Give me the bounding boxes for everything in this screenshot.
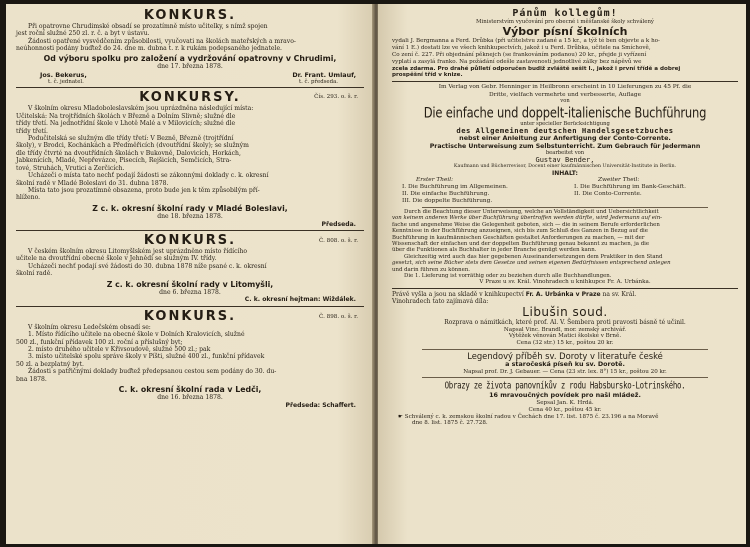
divider: [422, 377, 708, 378]
body-line: školy), v Brodci, Kochánkách a Předměřicích (dvoutřídní školy); se služným: [16, 142, 249, 150]
bookseller-name: Fr. A. Urbánka v Praze: [525, 291, 601, 299]
right-page: [378, 4, 746, 544]
body-line: Žádosti opatřené vysvědčením způsobilosti, vyučovati na školách mateřských a mravo-: [28, 37, 296, 45]
body-line: 3. místo učitelské spolu správe školy v Píšti, služné 400 zl., funkční přídavek: [28, 353, 265, 361]
signature-left-role: t. č. jednatel.: [48, 79, 84, 86]
body-line: Při opatrovne Chrudimské obsadí se prozatímně místo učitelky, s nímž spojen: [28, 23, 268, 30]
reference-number: Č. 898. o. š. r.: [319, 313, 358, 320]
body-line: Wissenschaft der einfachen und der doppelten Buchführung genau bekannt zu machen, ja die: [392, 241, 650, 248]
signature: Předseda: Schaffert.: [285, 401, 356, 409]
konkurs-ledec: [16, 309, 364, 409]
book-title: Die einfache und doppelt-italienische Buchführung: [423, 103, 707, 122]
body-line: Žádosti s patřičnými doklady buďtež předepsanou cestou sem podány do 30. du-: [28, 368, 277, 376]
body-line: Die 1. Lieferung ist vorräthig oder zu beziehen durch alle Buchhandlungen.: [404, 273, 612, 280]
body-line: Místa tato jsou prozatímně obsazena, proto bude jen k těm způsobilým pří-: [28, 186, 260, 194]
left-page: [6, 4, 374, 544]
issuer: Od výboru spolku pro založení a vydržování opatrovny v Chrudimi,: [43, 53, 337, 63]
konkurs-heading: KONKURS.: [143, 8, 237, 23]
body-line: von keinem anderen Werke über Buchführung übertroffen werden dürfte, wird Jedermann auf ein-: [392, 215, 663, 222]
part-heading: Zweiter Theil:: [598, 177, 640, 183]
body-line: Co zení č. 227. Při objednání pěknejch (se frankováním podanou) 20 kr., přejde ji vyřízení: [392, 52, 647, 58]
body-line: učitele na dvoutřídní obecné škole v Jehnědí se služným IV. třídy.: [16, 255, 217, 263]
banner: Pánům kollegům!: [512, 8, 618, 19]
pointing-hand-icon: ☛: [398, 413, 405, 420]
subtitle-line: bearbeitet von: [545, 150, 585, 157]
body-line: Rozprava o námitkách, které prof. Al. V. Šembera proti pravosti básně té učinil.: [444, 319, 686, 327]
body-line: Podučitelská se služným dle třídy třetí: V Bezně, Březně (trojtřídní: [28, 135, 234, 143]
signature: C. k. okresní hejtman: Wiždálek.: [244, 296, 356, 304]
body-line: Výtěžek věnován Matici školské v Brně.: [508, 333, 622, 340]
author: Gustav Bender,: [535, 156, 595, 165]
von-line: von: [560, 98, 570, 104]
body-line: Napsal Vinc. Brandl, mor. zemský archivář.: [503, 326, 627, 333]
approval-line: dne 8. list. 1875 č. 27.728.: [412, 420, 488, 427]
signature-right-role: t. č. předseda.: [298, 79, 338, 86]
divider: [422, 349, 708, 350]
signature-left-name: Jos. Bekerus,: [40, 71, 87, 80]
date: dne 17. března 1878.: [157, 63, 223, 71]
body-line: vydali J. Bergmanna a Ferd. Drůbka (při učitelstvu zadané a 15 kr., a týž té ben objevte a k ho-: [392, 38, 660, 45]
konkurs-litomysl: [16, 233, 364, 304]
body-line: V školním okresu Ledečském obsadí se:: [28, 323, 151, 331]
contents-columns: [392, 177, 738, 205]
konkursy-mlada-boleslav: [16, 90, 364, 228]
publisher-line: Im Verlag von Gebr. Henninger in Heilbronn erscheint in 10 Lieferungen zu 45 Pf. die: [438, 84, 692, 91]
body-line: třídy třetí.: [16, 127, 48, 135]
approval-text: Schválený c. k. zemskou školní radou v Čechách dne 17. list. 1875 č. 23.196 a na Moravě: [404, 413, 659, 420]
body-line: Buchführung in kaufmännischen Geschäften gestaltet Anforderungen zu machen, — mit der: [392, 234, 645, 241]
buchfuehrung-ad: [392, 84, 738, 286]
intro-line-c: na sv. Král.: [602, 291, 637, 299]
body-line: Gleichzeitig wird auch das hier gegebenen Auseinandersetzungen dem Praktiker in den Stand: [404, 253, 663, 260]
subtitle-line: nebst einer Anleitung zur Anfertigung der Conto-Corrente.: [459, 134, 671, 143]
body-line: prospěšní tříd v knize.: [392, 72, 463, 79]
banner-subtitle: Ministerstvím vyučování pro obecné i měšťanské školy schválený: [476, 19, 654, 25]
divider: [16, 87, 364, 88]
edition-line: Dritte, vielfach vermehrte und verbesserte, Auflage: [488, 91, 641, 98]
obrazy-author: Sepsal Jan. K. Hrdá.: [536, 400, 594, 407]
body-line: neúhonnosti podány buďtež do 24. dne m. dubna t. r. k rukám podepsaného jednatele.: [16, 45, 282, 53]
body-line: školní radě.: [16, 270, 53, 278]
konkursy-heading: KONKURSY.: [139, 90, 241, 106]
signature: Předseda.: [321, 220, 356, 228]
contents-item: III. Die doppelte Buchführung.: [402, 198, 493, 204]
body-line: Durch die Beachtung dieser Unterweisung, welche an Vollständigkeit und Uebersichtlichkeit: [404, 209, 659, 215]
intro-line-a: Právě vyšla a jsou na skladě v knihkupectví: [392, 291, 524, 299]
contents-heading: INHALT:: [552, 170, 578, 177]
date: dne 18. března 1878.: [157, 213, 223, 221]
divider: [392, 288, 738, 289]
contents-item: II. Die Conto-Corrente.: [574, 191, 642, 197]
ad-title: Výbor písní školních: [502, 25, 628, 39]
intro-line: Vinohradech tato zajímavá díla:: [392, 298, 489, 306]
libusin-title: Libušin soud.: [522, 305, 608, 320]
vybor-pisni-ad: [392, 8, 738, 79]
divider: [16, 306, 364, 307]
issuer: Z c. k. okresní školní rady v Litomyšli,: [106, 279, 274, 289]
obrazy-subtitle: 16 mravoučných povídek pro naši mládež.: [489, 391, 641, 400]
retailer-line: V Praze u sv. Král. Vinohradech u knihkupce Fr. A. Urbánka.: [479, 279, 651, 286]
price-line: Cena (32 str.) 15 kr., poštou 20 kr.: [516, 340, 614, 347]
divider: [392, 81, 738, 82]
body-line: 2. místo druhého učitele v Křivsoudově, služné 500 zl.; pak: [28, 346, 211, 353]
intro-line: [392, 291, 738, 298]
body-line: vyplatí a zasylá franko. Na požádání odešle zastaveností jednotlivé zálky bez nápěvů we: [392, 58, 642, 65]
body-line: bna 1878.: [16, 375, 47, 383]
body-line: Jabkenicích, Mladé, Nepřevázce, Pisecích, Rejšicích, Semčicích, Stra-: [16, 157, 232, 165]
body-line: Ucházeči o místa tato nechť podají žádosti se zákonnými doklady c. k. okresní: [28, 172, 269, 180]
price-line: Cena 40 kr., poštou 45 kr.: [528, 406, 602, 413]
body-line: vání 1 E.) dostati lze ve všech knihkupectvích, jakož i u Ferd. Drůbka, učitele na Smíchově,: [392, 45, 651, 52]
body-line: Kenntnisse in der Buchführung anzueignen, sich bis zum Schluß des Ganzen in Bezug auf die: [392, 228, 648, 235]
subtitle-line: des Allgemeinen deutschen Handelsgesetzbuches: [456, 125, 674, 135]
legend-details: Napsal prof. Dr. J. Gebauer. — Cena (23 str. lex. 8°) 15 kr., poštou 20 kr.: [463, 368, 667, 375]
body-line: Ucházeči nechť podají své žádosti do 30. dubna 1878 níže psané c. k. okresní: [28, 262, 267, 270]
divider: [422, 207, 708, 208]
body-line: 1. Místo řídícího učitele na obecné škole v Dolních Kralovicích, služné: [28, 331, 245, 339]
konkurs-chrudim: [16, 8, 364, 85]
body-line: fache und angenehme Weise die Gelegenheit geboten, sich — die in seinem Berufe erforderlichen: [392, 221, 660, 228]
date: dne 6. března 1878.: [159, 288, 221, 296]
legend-title: Legendový příběh sv. Doroty v literatuře české: [467, 351, 663, 362]
issuer: Z c. k. okresní školní rady v Mladé Boleslavi,: [92, 203, 288, 213]
body-line: V českém školním okresu Litomyšlském jest uprázdněno místo řídícího: [28, 247, 248, 255]
body-line: gesetzt, sich seine Bücher stets dem Gesetze und seinen eigenen Bedürfnissen entsprechend anlegen: [392, 260, 671, 267]
reference-number: Č. 808. o. š. r.: [319, 237, 358, 244]
body-line: V školním okresu Mladoboleslavském jsou uprázdněna následující místa:: [28, 105, 254, 113]
signature-right-name: Dr. Frant. Umlauf,: [292, 71, 356, 80]
body-line: jest roční služné 250 zl. r. č. a byt v ústavu.: [16, 30, 150, 38]
divider: [16, 230, 364, 231]
contents-item: II. Die einfache Buchführung.: [402, 191, 490, 197]
subtitle-line: unter specieller Berücksichtigung: [520, 120, 610, 127]
body-line: Učitelská: Na trojtřídních školách v Březně a Dolním Slivně; služné dle: [16, 112, 236, 120]
issuer: C. k. okresní školní rada v Ledči,: [118, 385, 262, 395]
subtitle-line: Practische Unterweisung zum Selbstunterricht. Zum Gebrauch für Jedermann: [429, 142, 701, 150]
konkurs-heading: KONKURS.: [143, 232, 237, 248]
konkurs-heading: KONKURS.: [143, 308, 237, 324]
body-line: tové, Struhách, Vrutici a Zerčicích.: [16, 164, 125, 172]
body-line: 50 zl. a bezplatný byt.: [16, 360, 84, 368]
body-line: školní radě v Mladé Boleslavi do 31. dubna 1878.: [16, 179, 169, 187]
legend-subtitle: a staročeská píseň ku sv. Dorotě.: [505, 360, 625, 369]
urbanek-ad: [392, 291, 738, 427]
body-line: třídy třetí. Na jednotřídní škole v Lhotě Malé a v Milovicích; služné dle: [16, 120, 236, 128]
contents-item: I. Die Buchführung im Allgemeinen.: [402, 184, 508, 190]
body-line: über die Funktionen als Buchhalter in jeder Branche genügt werden kann.: [392, 247, 597, 254]
body-line: zcela zdarma. Pro drahé půlletí odporučen budiž zvláště sešit I., jakož i první třídě a dobrej: [392, 65, 681, 72]
body-line: und darin führen zu können.: [392, 266, 471, 273]
part-heading: Erster Theil:: [416, 177, 454, 183]
book-spread: [6, 4, 746, 544]
body-line: dle třídy čtvrté na dvoutřídních školách v Bukovně, Dalovicích, Horkách,: [16, 149, 241, 157]
obrazy-title: Obrazy ze života panovníkův z rodu Habsbursko-Lotrinského.: [444, 379, 686, 392]
contents-item: I. Die Buchführung im Bank-Geschäft.: [574, 184, 686, 190]
body-line: hlíženo.: [16, 194, 41, 202]
body-line: 500 zl., funkční přídavek 100 zl. roční a příslušný byt;: [16, 338, 183, 346]
date: dne 16. března 1878.: [157, 394, 223, 402]
author-note: Kaufmann und Bücherrevisor, Docent einer kaufmännischen Universität-Institute in Berlin.: [453, 164, 677, 170]
reference-number: Čís. 293. o. š. r.: [314, 94, 358, 101]
